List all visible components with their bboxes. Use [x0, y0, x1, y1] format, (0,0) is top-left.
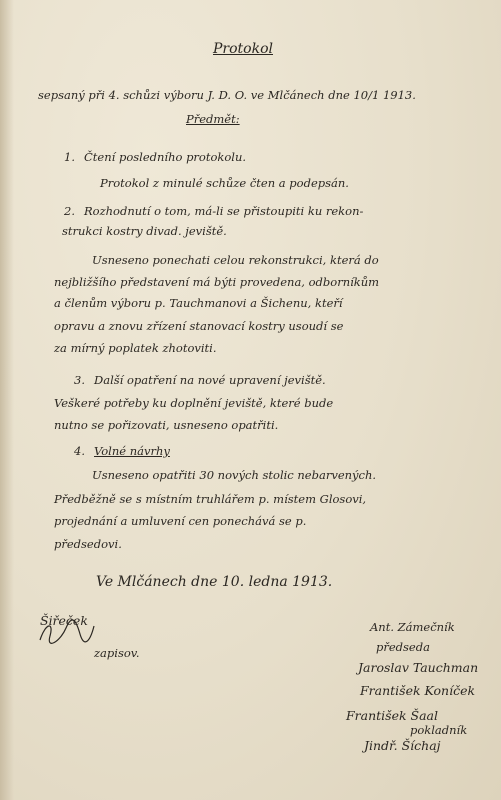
item-3-label: Další opatření na nové upravení jeviště. — [94, 373, 326, 387]
signatory-5: Jindř. Šíchaj — [364, 738, 441, 753]
item-2-body-line-4: opravu a znovu zřízení stanovací kostry usoudí se — [54, 319, 344, 333]
item-4-body-line-4: předsedovi. — [54, 537, 122, 551]
signatory-4-role: pokladník — [410, 723, 468, 737]
item-4-number: 4. — [74, 444, 85, 458]
item-2-body-line-3: a členům výboru p. Tauchmanovi a Šichenu, kteří — [54, 296, 343, 310]
item-2-body-line-5: za mírný poplatek zhotoviti. — [54, 341, 217, 355]
signatory-4: František Šaal — [346, 708, 438, 723]
document-subtitle: sepsaný při 4. schůzi výboru J. D. O. ve Mlčánech dne 10/1 1913. — [38, 88, 416, 102]
item-2-body-line-2: nejbližšího představení má býti provedena, odborníkům — [54, 275, 380, 289]
item-3-body-line-1: Veškeré potřeby ku doplnění jeviště, které bude — [54, 396, 334, 410]
signatory-3: František Koníček — [360, 683, 476, 698]
item-2-number: 2. — [64, 204, 75, 218]
item-4-body-line-2: Předběžně se s místním truhlářem p. místem Glosovi, — [54, 492, 367, 506]
item-2-body-line-1: Usneseno ponechati celou rekonstrukci, která do — [92, 253, 379, 267]
closing-date-line: Ve Mlčánech dne 10. ledna 1913. — [96, 574, 333, 590]
signatory-2: Jaroslav Tauchman — [358, 660, 479, 675]
item-1-label: Čtení posledního protokolu. — [84, 150, 247, 164]
recorder-signature: Šiřeček — [40, 613, 88, 628]
item-1-body-line-1: Protokol z minulé schůze čten a podepsán. — [100, 176, 349, 190]
recorder-role: zapisov. — [94, 646, 140, 660]
item-4-body-line-1: Usneseno opatřiti 30 nových stolic nebarvených. — [92, 468, 377, 482]
item-1-number: 1. — [64, 150, 75, 164]
section-heading: Předmět: — [186, 112, 240, 126]
item-2-label: Rozhodnutí o tom, má-li se přistoupiti ku rekon- — [84, 204, 364, 218]
item-3-body-line-2: nutno se pořizovati, usneseno opatřiti. — [54, 418, 279, 432]
item-4-body-line-3: projednání a umluvení cen ponechává se p. — [54, 514, 307, 528]
signatory-1-role: předseda — [376, 640, 430, 654]
item-2-label-cont: strukci kostry divad. jeviště. — [62, 224, 227, 238]
item-4-label: Volné návrhy — [94, 444, 170, 458]
signatory-1: Ant. Zámečník — [370, 620, 455, 634]
page-binding-shadow — [0, 0, 14, 800]
document-title: Protokol — [213, 41, 273, 57]
item-3-number: 3. — [74, 373, 85, 387]
